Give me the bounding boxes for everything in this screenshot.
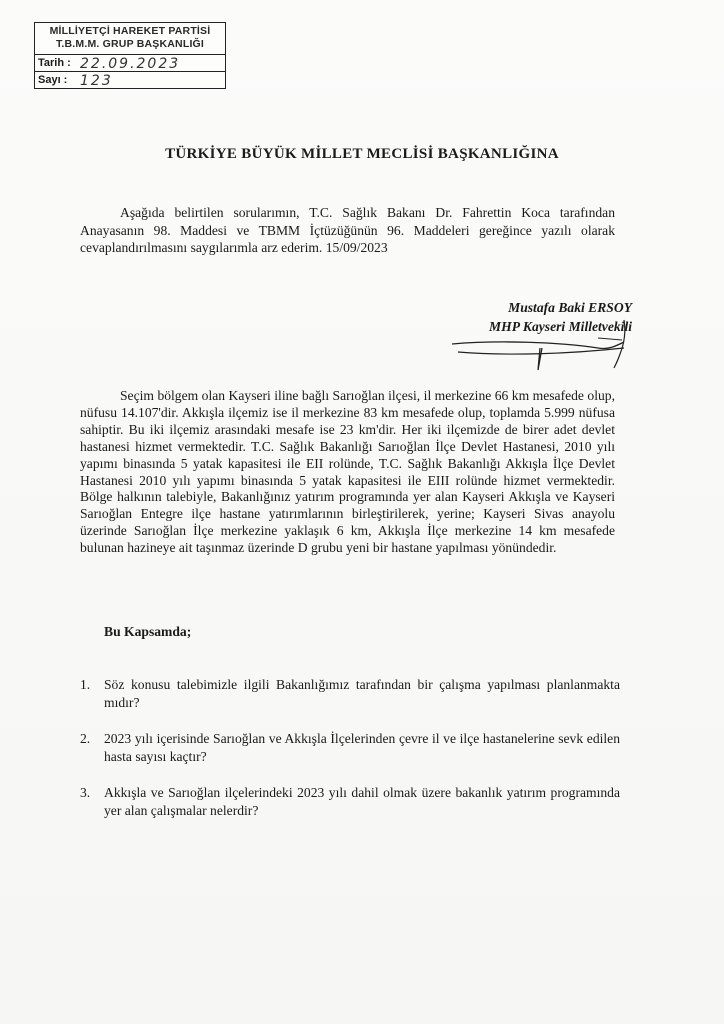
handwritten-signature	[448, 318, 630, 374]
stamp-date-value: 22.09.2023	[80, 56, 181, 72]
question-text: 2023 yılı içerisinde Sarıoğlan ve Akkışla İlçelerinden çevre il ve ilçe hastanelerine sevk edilen hasta sayısı kaçtır?	[104, 731, 620, 764]
stamp-date-row	[35, 55, 225, 72]
question-number: 2.	[80, 731, 91, 746]
signatory-name: Mustafa Baki ERSOY	[508, 300, 632, 315]
question-list	[80, 676, 620, 838]
question-number: 3.	[80, 785, 91, 800]
stamp-party-name: MİLLİYETÇİ HAREKET PARTİSİ	[49, 25, 211, 37]
document-title: TÜRKİYE BÜYÜK MİLLET MECLİSİ BAŞKANLIĞINA	[165, 146, 559, 162]
question-item	[80, 676, 620, 712]
stamp-date-label: Tarih :	[38, 57, 71, 69]
registry-stamp	[34, 22, 226, 89]
question-item	[80, 730, 620, 766]
main-paragraph: Seçim bölgem olan Kayseri iline bağlı Sarıoğlan ilçesi, il merkezine 66 km mesafede olup, nüfusu 14.107'dir. Akkışla ilçemiz ise il merkezine 83 km mesafede olup, toplamda 5.999 nüfusa sahiptir. Bu iki ilçemiz arasındaki mesafe ise 23 km'dir. Her iki ilçemizde de birer adet devlet hastanesi hizmet vermektedir. T.C. Sağlık Bakanlığı Sarıoğlan İlçe Devlet Hastanesi, 2010 yılı yapımı binasında 5 yatak kapasitesi ile EII rolünde, T.C. Sağlık Bakanlığı Akkışla İlçe Devlet Hastanesi 2010 yılı yapımı binasında 5 yatak kapasitesi ile EIII rolünde hizmet vermektedir. Bölge halkının talebiyle, Bakanlığınız yatırım programında yer alan Kayseri Akkışla ve Kayseri Sarıoğlan Entegre ilçe hastane yatırımlarının birleştirilerek, yerine; Kayseri Sivas anayolu üzerinde Sarıoğlan İlçe merkezine yaklaşık 6 km, Akkışla İlçe merkezine 14 km mesafede bulunan hazineye ait taşınmaz üzerinde D grubu yeni bir hastane yapılması yönündedir.	[80, 388, 615, 556]
signatory-title: MHP Kayseri Milletvekili	[489, 319, 632, 334]
stamp-number-row	[35, 72, 225, 88]
stamp-header	[35, 23, 225, 55]
question-text: Akkışla ve Sarıoğlan ilçelerindeki 2023 yılı dahil olmak üzere bakanlık yatırım programında yer alan çalışmalar nelerdir?	[104, 785, 620, 818]
stamp-number-label: Sayı :	[38, 74, 68, 86]
question-item	[80, 784, 620, 820]
scope-heading: Bu Kapsamda;	[104, 624, 192, 639]
stamp-number-value: 123	[80, 73, 113, 89]
question-number: 1.	[80, 677, 91, 692]
intro-paragraph: Aşağıda belirtilen sorularımın, T.C. Sağlık Bakanı Dr. Fahrettin Koca tarafından Anayasanın 98. Maddesi ve TBMM İçtüzüğünün 96. Maddeleri gereğince yazılı olarak cevaplandırılmasını saygılarımla arz ederim. 15/09/2023	[80, 205, 615, 255]
question-text: Söz konusu talebimizle ilgili Bakanlığımız tarafından bir çalışma yapılması planlanmakta mıdır?	[104, 677, 620, 710]
stamp-group-name: T.B.M.M. GRUP BAŞKANLIĞI	[55, 38, 205, 50]
